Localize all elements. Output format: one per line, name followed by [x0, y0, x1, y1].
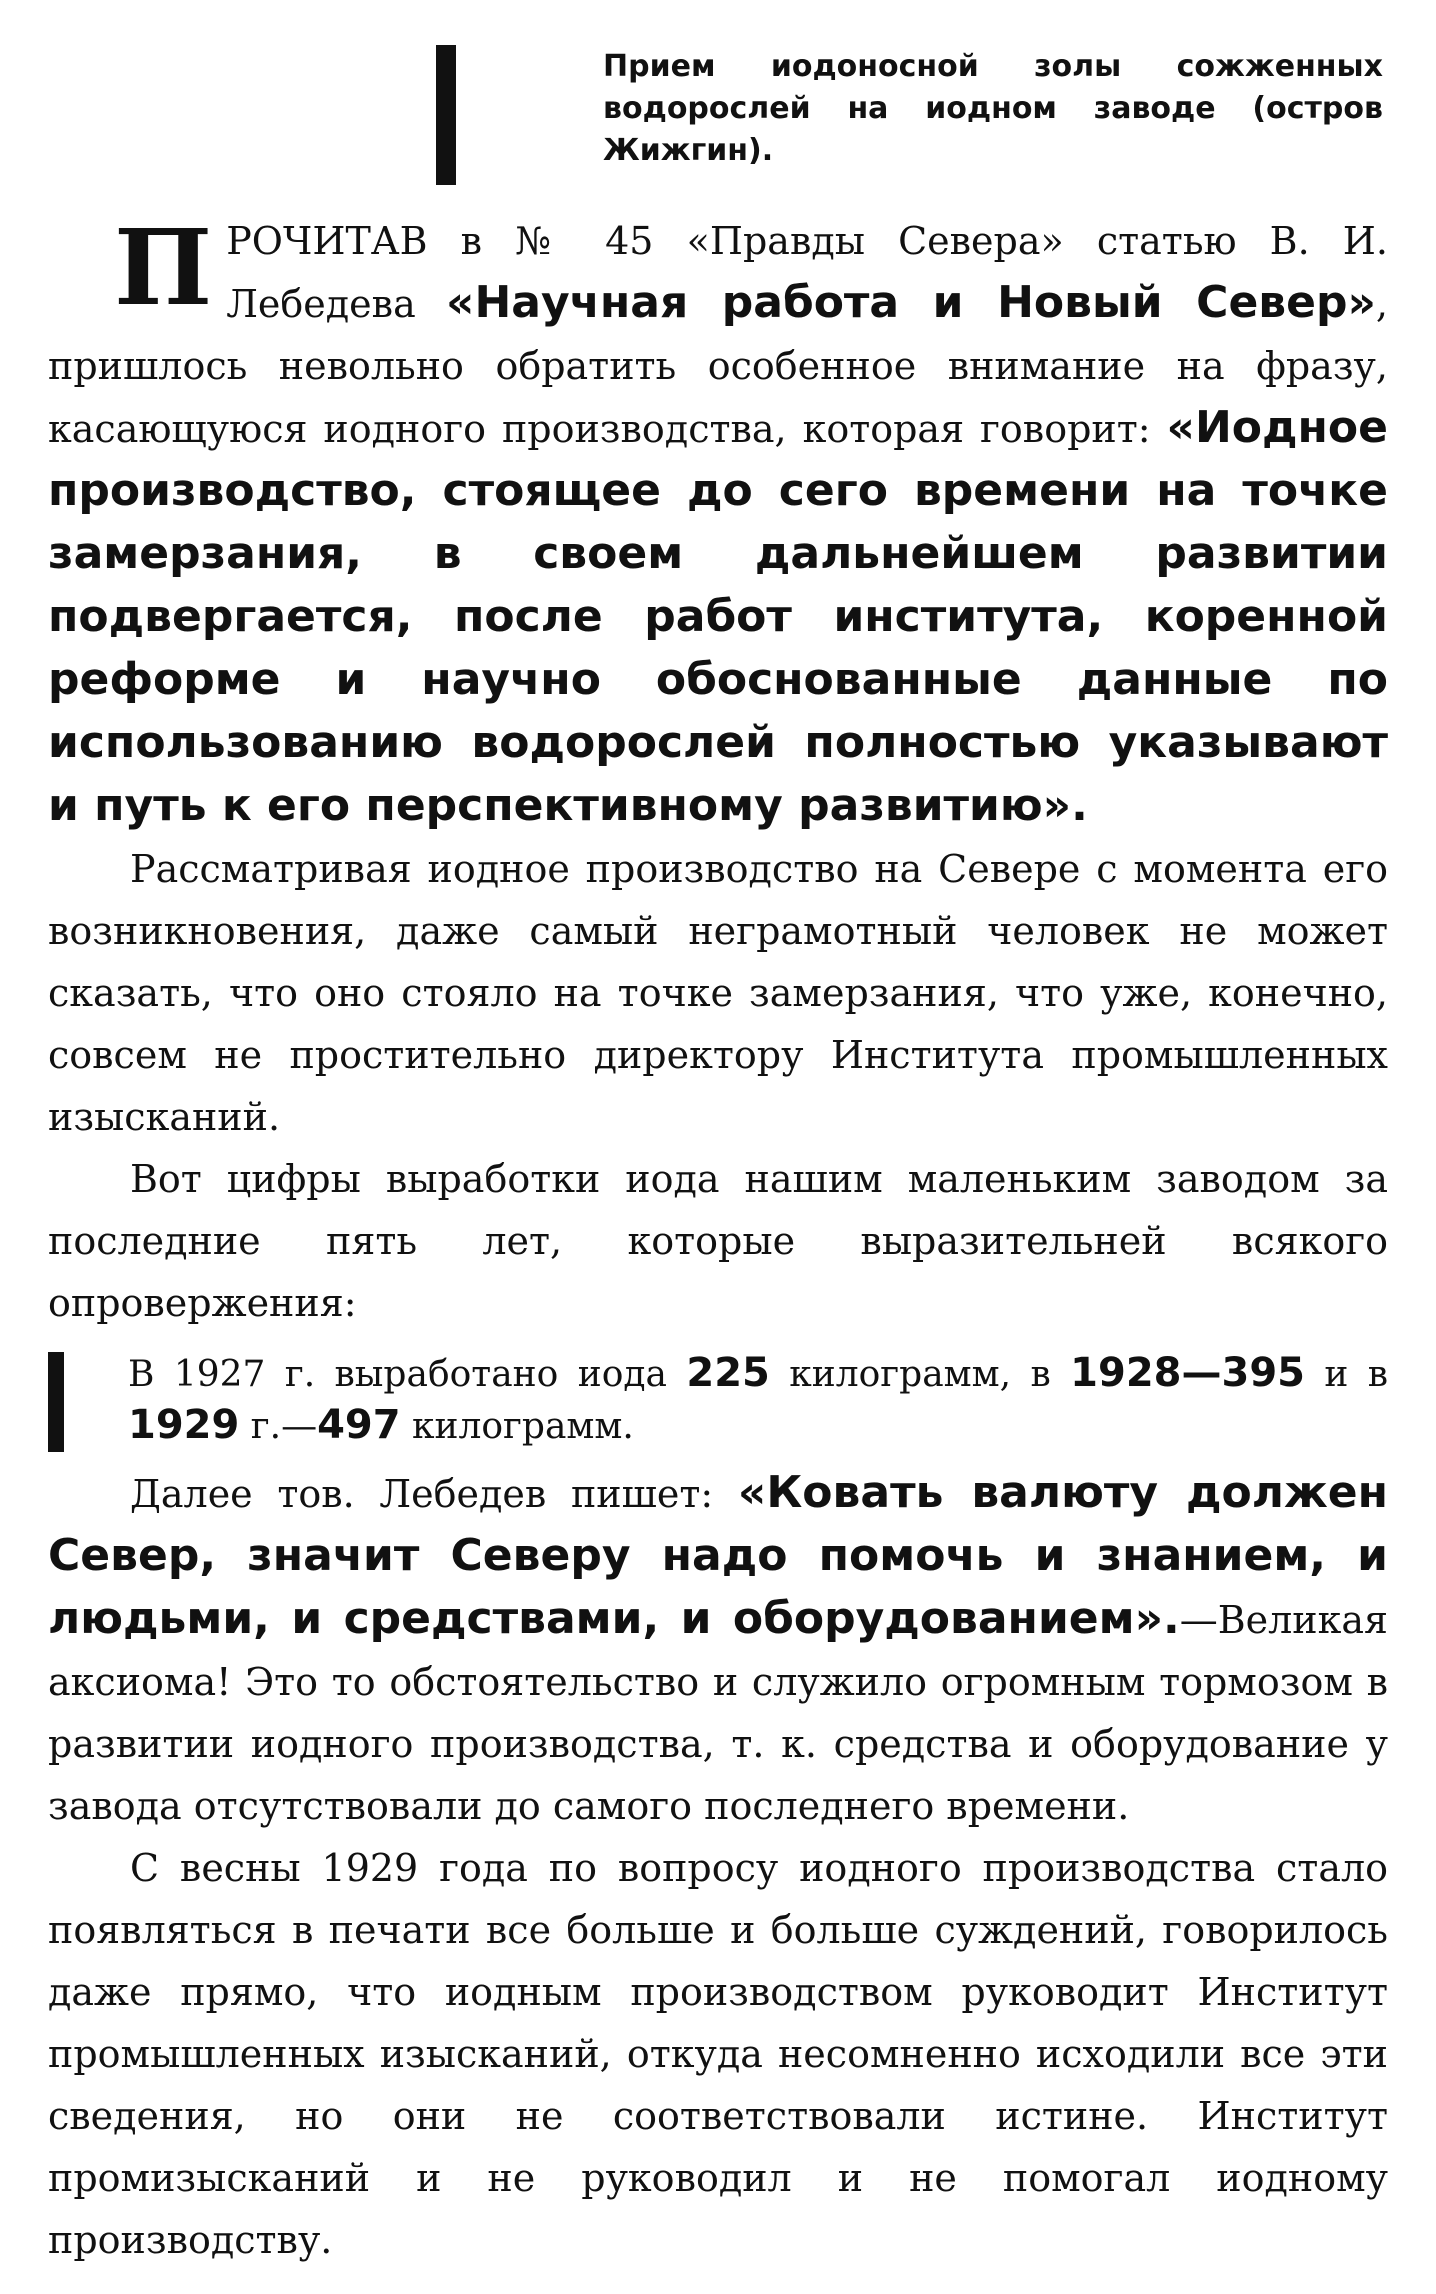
figures-text: В 1927 г. выработано иода: [128, 1354, 687, 1395]
paragraph-4-rest: —Великая аксиома! Это то обстоятельство и служило огромным тормозом в развитии иодного производства, т. к. средства и оборудование у завода отсутствовали до самого последнего времени.: [48, 1598, 1388, 1828]
vertical-rule: [436, 45, 456, 185]
paragraph-5: С весны 1929 года по вопросу иодного производства стало появляться в печати все больше и больше суждений, говорилось даже прямо, что иодным производством руководит Институт промышленных изысканий, откуда несомненно исходили все эти сведения, но они не соответствовали истине. Институт промизысканий и не руководил и не помогал иодному производству.: [48, 1846, 1388, 2262]
article-title: «Научная работа и Новый Север»: [446, 277, 1376, 328]
value-1929: 497: [317, 1402, 401, 1448]
figures-text: килограмм, в: [769, 1354, 1071, 1395]
side-rule: [48, 1352, 64, 1452]
photo-caption: Прием иодоносной золы сожженных водорослей на иодном заводе (остров Жижгин).: [603, 49, 1383, 168]
paragraph-4-quote: «Ковать валюту должен Север, значит Северу надо помочь и знанием, и людьми, и средствами, и оборудованием».: [48, 1467, 1388, 1644]
year-1928: 1928: [1070, 1350, 1182, 1396]
paragraph-4-lead: Далее тов. Лебедев пишет:: [130, 1472, 738, 1516]
figures-text: и в: [1304, 1354, 1389, 1395]
production-figures: [128, 1348, 1388, 1452]
value-1928: 395: [1221, 1350, 1305, 1396]
intro-paragraph: [48, 206, 1388, 838]
article-body: [48, 206, 1389, 2271]
value-1927: 225: [686, 1350, 770, 1396]
drop-cap: П: [114, 206, 213, 329]
intro-lead: РОЧИТАВ в № 45 «Правды Севера» статью В. И. Лебедева: [226, 219, 1388, 326]
year-1929: 1929: [128, 1402, 240, 1448]
paragraph-3: Вот цифры выработки иода нашим маленьким заводом за последние пять лет, которые выразительней всякого опровержения:: [48, 1157, 1388, 1325]
intro-rest: , пришлось невольно обратить особенное внимание на фразу, касающуюся иодного производства, которая говорит:: [48, 282, 1388, 451]
paragraph-4: [48, 1462, 1388, 1837]
figures-text: килограмм.: [400, 1406, 634, 1447]
figures-dash: —: [1181, 1350, 1222, 1396]
paragraph-2: Рассматривая иодное производство на Севере с момента его возникновения, даже самый неграмотный человек не может сказать, что оно стояло на точке замерзания, что уже, конечно, совсем не простительно директору Института промышленных изысканий.: [48, 847, 1388, 1139]
figures-text: г.—: [239, 1406, 318, 1447]
intro-quote: «Иодное производство, стоящее до сего времени на точке замерзания, в своем дальнейшем развитии подвергается, после работ института, коренной реформе и научно обоснованные данные по использованию водорослей полностью указывают и путь к его перспективному развитию».: [48, 402, 1388, 831]
figures-block: [48, 1348, 1388, 1452]
